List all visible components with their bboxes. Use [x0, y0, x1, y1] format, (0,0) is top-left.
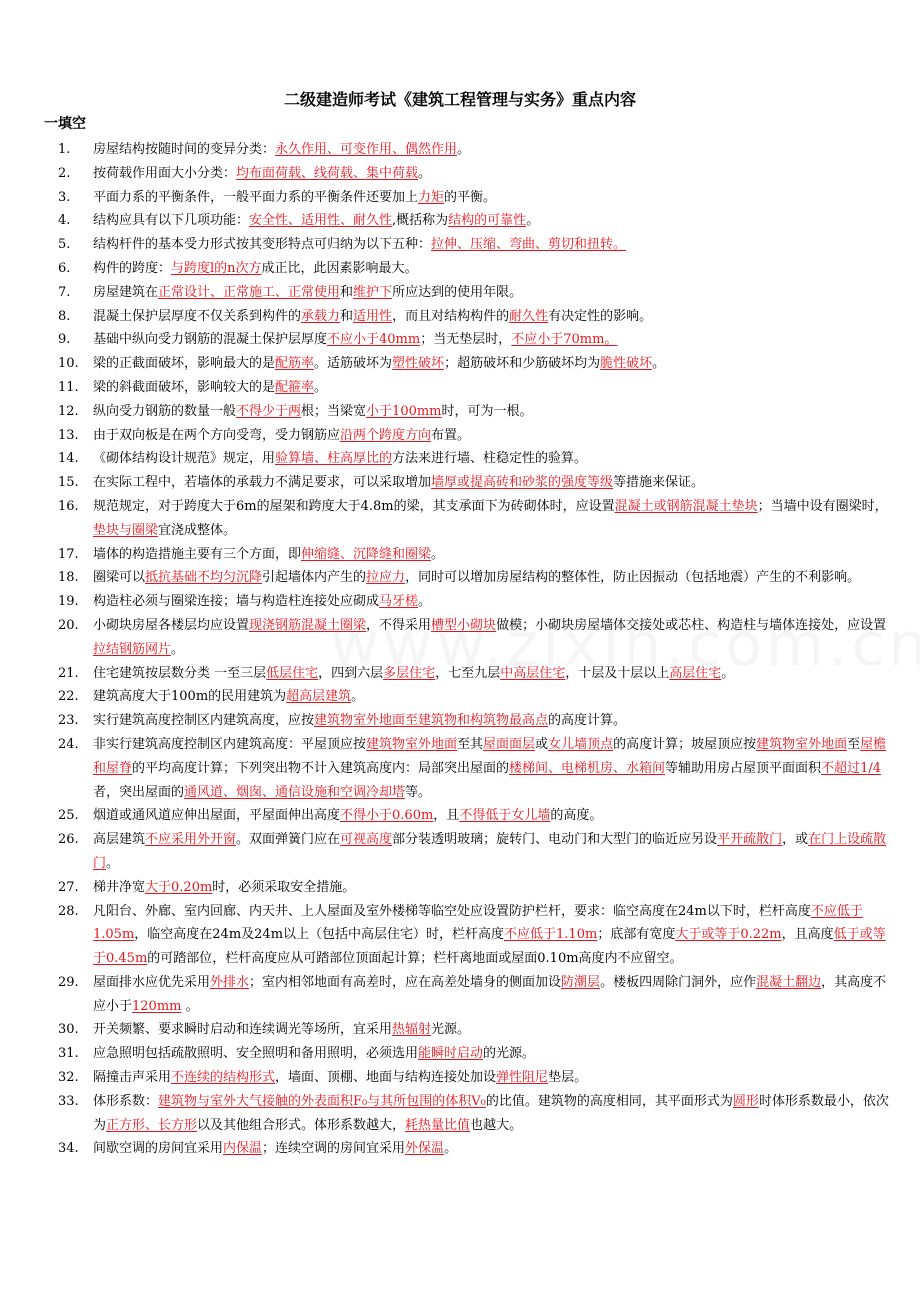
answer-text: 不应低于1.05m — [93, 903, 863, 943]
answer-text: 小于100mm — [366, 403, 442, 419]
question-text: 由于双向板是在两个方向受弯，受力钢筋应 — [93, 427, 341, 443]
list-item — [0, 257, 920, 281]
list-item — [0, 566, 920, 590]
answer-text: 永久作用、可变作用、偶然作用 — [275, 142, 458, 157]
question-text: 凡阳台、外廊、室内回廊、内天井、上人屋面及室外楼梯等临空处应设置防护栏杆，要求：临空高度在24m以下时，栏杆高度 — [93, 903, 811, 919]
question-text: 时体形系数最小，依次为 — [93, 1093, 889, 1133]
question-text: 梁的正截面破坏，影响最大的是 — [93, 356, 276, 372]
answer-text: 耐久性 — [509, 308, 549, 324]
list-item — [0, 1042, 920, 1066]
answer-text: 耗热量比值 — [405, 1117, 471, 1133]
answer-text: 大于0.20m — [145, 879, 213, 895]
question-text: 梯井净宽 — [93, 879, 146, 895]
question-text: 墙体的构造措施主要有三个方面，即 — [93, 546, 302, 562]
question-text: 平面力系的平衡条件，一般平面力系的平衡条件还要加上 — [93, 189, 419, 205]
list-item — [0, 1066, 920, 1090]
answer-text: 承载力 — [301, 308, 341, 324]
answer-text: 槽型小砌块 — [431, 617, 497, 633]
item-number: 18. — [58, 570, 79, 586]
answer-text: 正常设计、正常施工、正常使用 — [158, 284, 341, 300]
list-item — [0, 1137, 920, 1161]
question-text: 所应达到的使用年限。 — [392, 284, 523, 300]
list-item — [0, 305, 920, 329]
answer-text: 楼梯间、电梯机房、水箱间 — [509, 760, 666, 776]
question-text: ；连续空调的房间宜采用 — [262, 1141, 406, 1157]
answer-text: 建筑物室外地面 — [366, 736, 458, 752]
question-text: 至其 — [457, 736, 484, 752]
question-text: ；底部有宽度 — [597, 927, 676, 943]
question-text: 规范规定，对于跨度大于6m的屋架和跨度大于4.8m的梁，其支承面下为砖砌体时，应设置 — [93, 498, 615, 514]
question-text: ，而且对结构构件的 — [392, 308, 510, 324]
question-text: 住宅建筑按层数分类 一至三层 — [93, 665, 267, 681]
answer-text: 塑性破坏 — [392, 356, 445, 372]
list-item — [0, 376, 920, 400]
item-number: 5. — [58, 237, 71, 253]
question-text: 高层建筑 — [93, 832, 146, 848]
question-text: 。 — [351, 689, 365, 705]
answer-text: 不连续的结构形式 — [171, 1070, 276, 1086]
answer-text: 配箍率 — [275, 379, 315, 395]
question-text: 间歇空调的房间宜采用 — [93, 1141, 224, 1157]
answer-text: 120mm — [132, 998, 182, 1014]
question-text: 时，必须采取安全措施。 — [212, 879, 356, 895]
question-text: ，十层及十层以上 — [565, 665, 670, 681]
question-text: 按荷载作用面大小分类： — [93, 165, 237, 181]
question-text: 垫层。 — [548, 1070, 588, 1086]
question-text: 成正比，此因素影响最大。 — [261, 260, 418, 276]
question-text: 结构应具有以下几项功能： — [93, 213, 250, 229]
question-text: 在实际工程中，若墙体的承载力不满足要求，可以采取增加 — [93, 475, 432, 491]
list-item — [0, 971, 920, 1019]
question-text: ，临空高度在24m及24m以上（包括中高层住宅）时，栏杆高度 — [134, 927, 505, 943]
item-number: 34. — [58, 1141, 79, 1157]
item-number: 25. — [58, 808, 79, 824]
list-item — [0, 138, 920, 162]
question-text: 的比值。建筑物的高度相同，其平面形式为 — [485, 1093, 733, 1109]
item-number: 11. — [58, 379, 79, 395]
question-text: 开关频繁、要求瞬时启动和连续调光等场所，宜采用 — [93, 1022, 393, 1038]
question-text: 的光源。 — [483, 1046, 536, 1062]
item-number: 2. — [58, 165, 71, 181]
list-item — [0, 233, 920, 257]
item-number: 9. — [58, 332, 71, 348]
answer-text: 拉结钢筋网片 — [93, 641, 172, 657]
answer-text: 混凝土或钢筋混凝土垫块 — [614, 498, 758, 514]
question-text: 。 — [444, 1141, 458, 1157]
answer-text: 墙厚或提高砖和砂浆的强度等级 — [431, 475, 614, 491]
item-number: 19. — [58, 594, 79, 610]
question-text: 时，可为一根。 — [441, 403, 533, 419]
question-text: 。 — [314, 379, 328, 395]
question-text: 。 — [106, 855, 120, 871]
answer-text: 混凝土翻边 — [756, 974, 822, 990]
answer-text: 能瞬时启动 — [418, 1046, 484, 1062]
answer-text: 多层住宅 — [383, 665, 436, 681]
answer-text: 抵抗基础不均匀沉降 — [145, 570, 263, 586]
question-text: 的可踏部位，栏杆高度应从可踏部位顶面起计算；栏杆离地面或屋面0.10m高度内不应留空。 — [147, 951, 683, 967]
question-text: 以及其他组合形式。体形系数越大， — [197, 1117, 406, 1133]
question-text: 。 — [181, 998, 199, 1014]
question-text: 。双面弹簧门应在 — [236, 832, 341, 848]
question-text: ，其高度不应小于 — [93, 974, 887, 1014]
item-number: 13. — [58, 427, 79, 443]
item-number: 4. — [58, 213, 71, 229]
question-text: 构件的跨度： — [93, 260, 172, 276]
answer-text: 不得低于女儿墙 — [459, 808, 551, 824]
question-text: 或 — [535, 736, 549, 752]
answer-text: 内保温 — [223, 1141, 263, 1157]
answer-text: 通风道、烟囱、通信设施和空调冷却塔 — [184, 784, 406, 800]
question-text: 烟道或通风道应伸出屋面，平屋面伸出高度 — [93, 808, 341, 824]
question-text: 的高度。 — [550, 808, 603, 824]
item-number: 27. — [58, 879, 79, 895]
answer-text: 与跨度l的n次方 — [171, 260, 262, 276]
question-text: 。 — [418, 165, 432, 181]
list-item — [0, 709, 920, 733]
item-number: 16. — [58, 498, 79, 514]
question-text: 至 — [847, 736, 861, 752]
question-text: ；当墙中设有圈梁时， — [757, 498, 888, 514]
item-number: 22. — [58, 689, 79, 705]
answer-text: 正方形、长方形 — [106, 1117, 198, 1133]
question-text: 。 — [171, 641, 185, 657]
answer-text: 可视高度 — [340, 832, 393, 848]
fill-in-list — [0, 138, 920, 1161]
question-text: ，且 — [433, 808, 460, 824]
answer-text: 脆性破坏 — [600, 356, 653, 372]
question-text: ，墙面、顶棚、地面与结构连接处加设 — [275, 1070, 497, 1086]
list-item — [0, 543, 920, 567]
question-text: 小砌块房屋各楼层均应设置 — [93, 617, 250, 633]
question-text: 构造柱必须与圈梁连接；墙与构造柱连接处应砌成 — [93, 594, 380, 610]
item-number: 28. — [58, 903, 79, 919]
answer-text: 女儿墙顶点 — [548, 736, 614, 752]
question-text: 。 — [652, 356, 666, 372]
document-title: 二级建造师考试《建筑工程管理与实务》重点内容 — [283, 90, 636, 109]
answer-text: 弹性阻尼 — [496, 1070, 549, 1086]
answer-text: 力矩 — [418, 189, 445, 205]
answer-text: 屋面面层 — [483, 736, 536, 752]
question-text: 纵向受力钢筋的数量一般 — [93, 403, 237, 419]
answer-text: 平开疏散门 — [717, 832, 783, 848]
answer-text: 建筑物室外地面 — [756, 736, 848, 752]
question-text: 圈梁可以 — [93, 570, 146, 586]
question-text: 混凝土保护层厚度不仅关系到构件的 — [93, 308, 302, 324]
item-number: 6. — [58, 260, 71, 276]
question-text: ；室内相邻地面有高差时，应在高差处墙身的侧面加设 — [249, 974, 562, 990]
answer-text: 屋檐和屋脊 — [93, 736, 887, 776]
question-text: ，不得采用 — [366, 617, 432, 633]
question-text: ,概括称为 — [392, 213, 449, 229]
item-number: 12. — [58, 403, 79, 419]
question-text: 宜浇成整体。 — [158, 522, 237, 538]
question-text: 的高度计算；坡屋顶应按 — [613, 736, 757, 752]
question-text: 的平均高度计算；下列突出物不计入建筑高度内：局部突出屋面的 — [132, 760, 510, 776]
answer-text: 马牙槎 — [379, 594, 419, 610]
question-text: 。 — [431, 546, 445, 562]
answer-text: 不应小于40mm — [327, 332, 421, 348]
question-text: 。 — [418, 594, 432, 610]
answer-text: 建筑物室外地面至建筑物和构筑物最高点 — [314, 713, 549, 729]
answer-text: 安全性、适用性、耐久性 — [249, 213, 393, 229]
answer-text: 圆形 — [732, 1093, 759, 1109]
question-text: 。楼板四周除门洞外，应作 — [600, 974, 757, 990]
list-item — [0, 1090, 920, 1138]
answer-text: 外排水 — [210, 974, 250, 990]
list-item — [0, 1018, 920, 1042]
list-item — [0, 590, 920, 614]
question-text: 。 — [526, 213, 540, 229]
item-number: 29. — [58, 974, 79, 990]
question-text: ，或 — [782, 832, 809, 848]
answer-text: 不得少于两 — [236, 403, 302, 419]
answer-text: 不超过1/4 — [821, 760, 881, 776]
answer-text: 不应采用外开窗 — [145, 832, 237, 848]
question-text: ；当无垫层时， — [420, 332, 512, 348]
question-text: 建筑高度大于100m的民用建筑为 — [93, 689, 287, 705]
question-text: 实行建筑高度控制区内建筑高度，应按 — [93, 713, 315, 729]
list-item — [0, 281, 920, 305]
list-item — [0, 424, 920, 448]
item-number: 7. — [58, 284, 71, 300]
question-text: 做模；小砌块房屋墙体交接处或芯柱、构造柱与墙体连接处，应设置 — [496, 617, 887, 633]
answer-text: 结构的可靠性 — [448, 213, 527, 229]
question-text: 的平衡。 — [444, 189, 497, 205]
answer-text: 在门上设疏散门 — [93, 832, 887, 871]
answer-text: 配筋率 — [275, 356, 315, 372]
answer-text: 大于或等于0.22m — [675, 927, 782, 943]
answer-text: 拉伸、压缩、弯曲、剪切和扭转。 — [431, 237, 627, 253]
list-item — [0, 662, 920, 686]
question-text: 房屋结构按随时间的变异分类： — [93, 142, 276, 157]
question-text: 。适筋破坏为 — [314, 356, 393, 372]
list-item — [0, 186, 920, 210]
list-item — [0, 733, 920, 804]
question-text: 等。 — [405, 784, 432, 800]
list-item — [0, 495, 920, 543]
question-text: ，且高度 — [781, 927, 834, 943]
item-number: 31. — [58, 1046, 79, 1062]
item-number: 14. — [58, 451, 79, 467]
item-number: 26. — [58, 832, 79, 848]
list-item — [0, 328, 920, 352]
question-text: 隔撞击声采用 — [93, 1070, 172, 1086]
list-item — [0, 804, 920, 828]
item-number: 33. — [58, 1093, 79, 1109]
question-text: 应急照明包括疏散照明、安全照明和备用照明，必须选用 — [93, 1046, 419, 1062]
question-text: 光源。 — [431, 1022, 471, 1038]
item-number: 1. — [58, 142, 71, 157]
list-item — [0, 447, 920, 471]
question-text: 梁的斜截面破坏，影响较大的是 — [93, 379, 276, 395]
answer-text: 现浇钢筋混凝土圈梁 — [249, 617, 367, 633]
question-text: ，七至九层 — [435, 665, 501, 681]
question-text: ；超筋破坏和少筋破坏均为 — [444, 356, 601, 372]
question-text: 等措施来保证。 — [613, 475, 705, 491]
question-text: 也越大。 — [470, 1117, 523, 1133]
list-item — [0, 471, 920, 495]
answer-text: 低于或等于0.45m — [93, 927, 886, 967]
answer-text: 拉应力 — [366, 570, 406, 586]
answer-text: 不应低于1.10m — [504, 927, 598, 943]
question-text: 有决定性的影响。 — [548, 308, 653, 324]
answer-text: 高层住宅 — [669, 665, 722, 681]
list-item — [0, 900, 920, 971]
list-item — [0, 352, 920, 376]
list-item — [0, 614, 920, 662]
question-text: 部分装透明玻璃；旋转门、电动门和大型门的临近应另设 — [392, 832, 718, 848]
answer-text: 垫块与圈梁 — [93, 522, 159, 538]
question-text: 的高度计算。 — [548, 713, 627, 729]
question-text: 。 — [721, 665, 735, 681]
answer-text: 适用性 — [353, 308, 393, 324]
question-text: 《砌体结构设计规范》规定，用 — [93, 451, 276, 467]
section-heading: 一填空 — [44, 116, 86, 132]
answer-text: 热辐射 — [392, 1022, 432, 1038]
question-text: 引起墙体内产生的 — [262, 570, 367, 586]
list-item — [0, 209, 920, 233]
item-number: 30. — [58, 1022, 79, 1038]
answer-text: 外保温 — [405, 1141, 445, 1157]
question-text: 屋面排水应优先采用 — [93, 974, 211, 990]
answer-text: 不应小于70mm。 — [511, 332, 618, 348]
answer-text: 低层住宅 — [266, 665, 319, 681]
answer-text: 维护下 — [353, 284, 393, 300]
question-text: 结构杆件的基本受力形式按其变形特点可归纳为以下五种： — [93, 237, 432, 253]
question-text: 房屋建筑在 — [93, 284, 159, 300]
answer-text: 沿两个跨度方向 — [340, 427, 432, 443]
question-text: 。 — [457, 142, 471, 157]
answer-text: 建筑物与室外大气接触的外表面积F₀与其所包围的体积V₀ — [158, 1093, 486, 1109]
list-item — [0, 685, 920, 709]
question-text: 者，突出屋面的 — [93, 784, 185, 800]
item-number: 10. — [58, 356, 79, 372]
list-item — [0, 876, 920, 900]
list-item — [0, 828, 920, 876]
question-text: 等辅助用房占屋顶平面面积 — [665, 760, 822, 776]
question-text: 根；当梁宽 — [301, 403, 367, 419]
answer-text: 防潮层 — [561, 974, 601, 990]
item-number: 8. — [58, 308, 71, 324]
question-text: ，四到六层 — [318, 665, 384, 681]
question-text: 方法来进行墙、柱稳定性的验算。 — [392, 451, 588, 467]
item-number: 3. — [58, 189, 71, 205]
answer-text: 均布面荷载、线荷载、集中荷载 — [236, 165, 419, 181]
question-text: 和 — [340, 308, 354, 324]
item-number: 21. — [58, 665, 79, 681]
question-text: 体形系数： — [93, 1093, 159, 1109]
item-number: 15. — [58, 475, 79, 491]
question-text: 和 — [340, 284, 354, 300]
answer-text: 不得小于0.60m — [340, 808, 434, 824]
answer-text: 伸缩缝、沉降缝和圈梁 — [301, 546, 432, 562]
item-number: 23. — [58, 713, 79, 729]
item-number: 32. — [58, 1070, 79, 1086]
answer-text: 中高层住宅 — [500, 665, 566, 681]
answer-text: 超高层建筑 — [286, 689, 352, 705]
item-number: 24. — [58, 736, 79, 752]
answer-text: 验算墙、柱高厚比的 — [275, 451, 393, 467]
question-text: 布置。 — [431, 427, 471, 443]
list-item — [0, 400, 920, 424]
question-text: 非实行建筑高度控制区内建筑高度：平屋顶应按 — [93, 736, 367, 752]
item-number: 20. — [58, 617, 79, 633]
question-text: 基础中纵向受力钢筋的混凝土保护层厚度 — [93, 332, 328, 348]
list-item — [0, 162, 920, 186]
question-text: ，同时可以增加房屋结构的整体性，防止因振动（包括地震）产生的不利影响。 — [405, 570, 861, 586]
item-number: 17. — [58, 546, 79, 562]
